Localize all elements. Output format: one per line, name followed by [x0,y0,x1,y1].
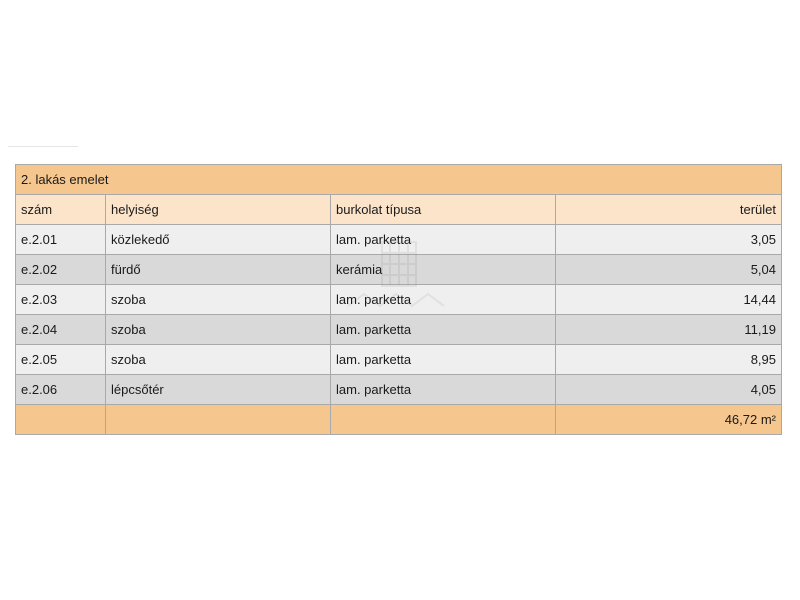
cell-number: e.2.03 [16,285,106,315]
total-empty-cell [331,405,556,435]
table-title: 2. lakás emelet [16,165,782,195]
table-row [16,315,782,345]
cell-flooring: lam. parketta [331,315,556,345]
cell-number: e.2.04 [16,315,106,345]
cell-flooring: lam. parketta [331,345,556,375]
cell-room: szoba [106,345,331,375]
cell-room: közlekedő [106,225,331,255]
cell-flooring: lam. parketta [331,285,556,315]
cell-area: 4,05 [556,375,782,405]
total-area: 46,72 m² [556,405,782,435]
cell-number: e.2.06 [16,375,106,405]
header-room: helyiség [106,195,331,225]
cell-flooring: kerámia [331,255,556,285]
table-row [16,225,782,255]
header-number: szám [16,195,106,225]
table-row [16,345,782,375]
cell-room: lépcsőtér [106,375,331,405]
table-row [16,285,782,315]
faint-divider-line [8,146,78,147]
cell-number: e.2.01 [16,225,106,255]
table-row [16,255,782,285]
cell-area: 14,44 [556,285,782,315]
cell-number: e.2.05 [16,345,106,375]
header-flooring: burkolat típusa [331,195,556,225]
cell-area: 8,95 [556,345,782,375]
total-empty-cell [16,405,106,435]
cell-flooring: lam. parketta [331,225,556,255]
table-total-row [16,405,782,435]
table-row [16,375,782,405]
total-empty-cell [106,405,331,435]
cell-flooring: lam. parketta [331,375,556,405]
cell-area: 3,05 [556,225,782,255]
cell-area: 5,04 [556,255,782,285]
room-area-table [15,164,782,435]
table-title-row [16,165,782,195]
header-area: terület [556,195,782,225]
cell-number: e.2.02 [16,255,106,285]
table-header-row [16,195,782,225]
cell-room: fürdő [106,255,331,285]
cell-room: szoba [106,285,331,315]
cell-area: 11,19 [556,315,782,345]
cell-room: szoba [106,315,331,345]
